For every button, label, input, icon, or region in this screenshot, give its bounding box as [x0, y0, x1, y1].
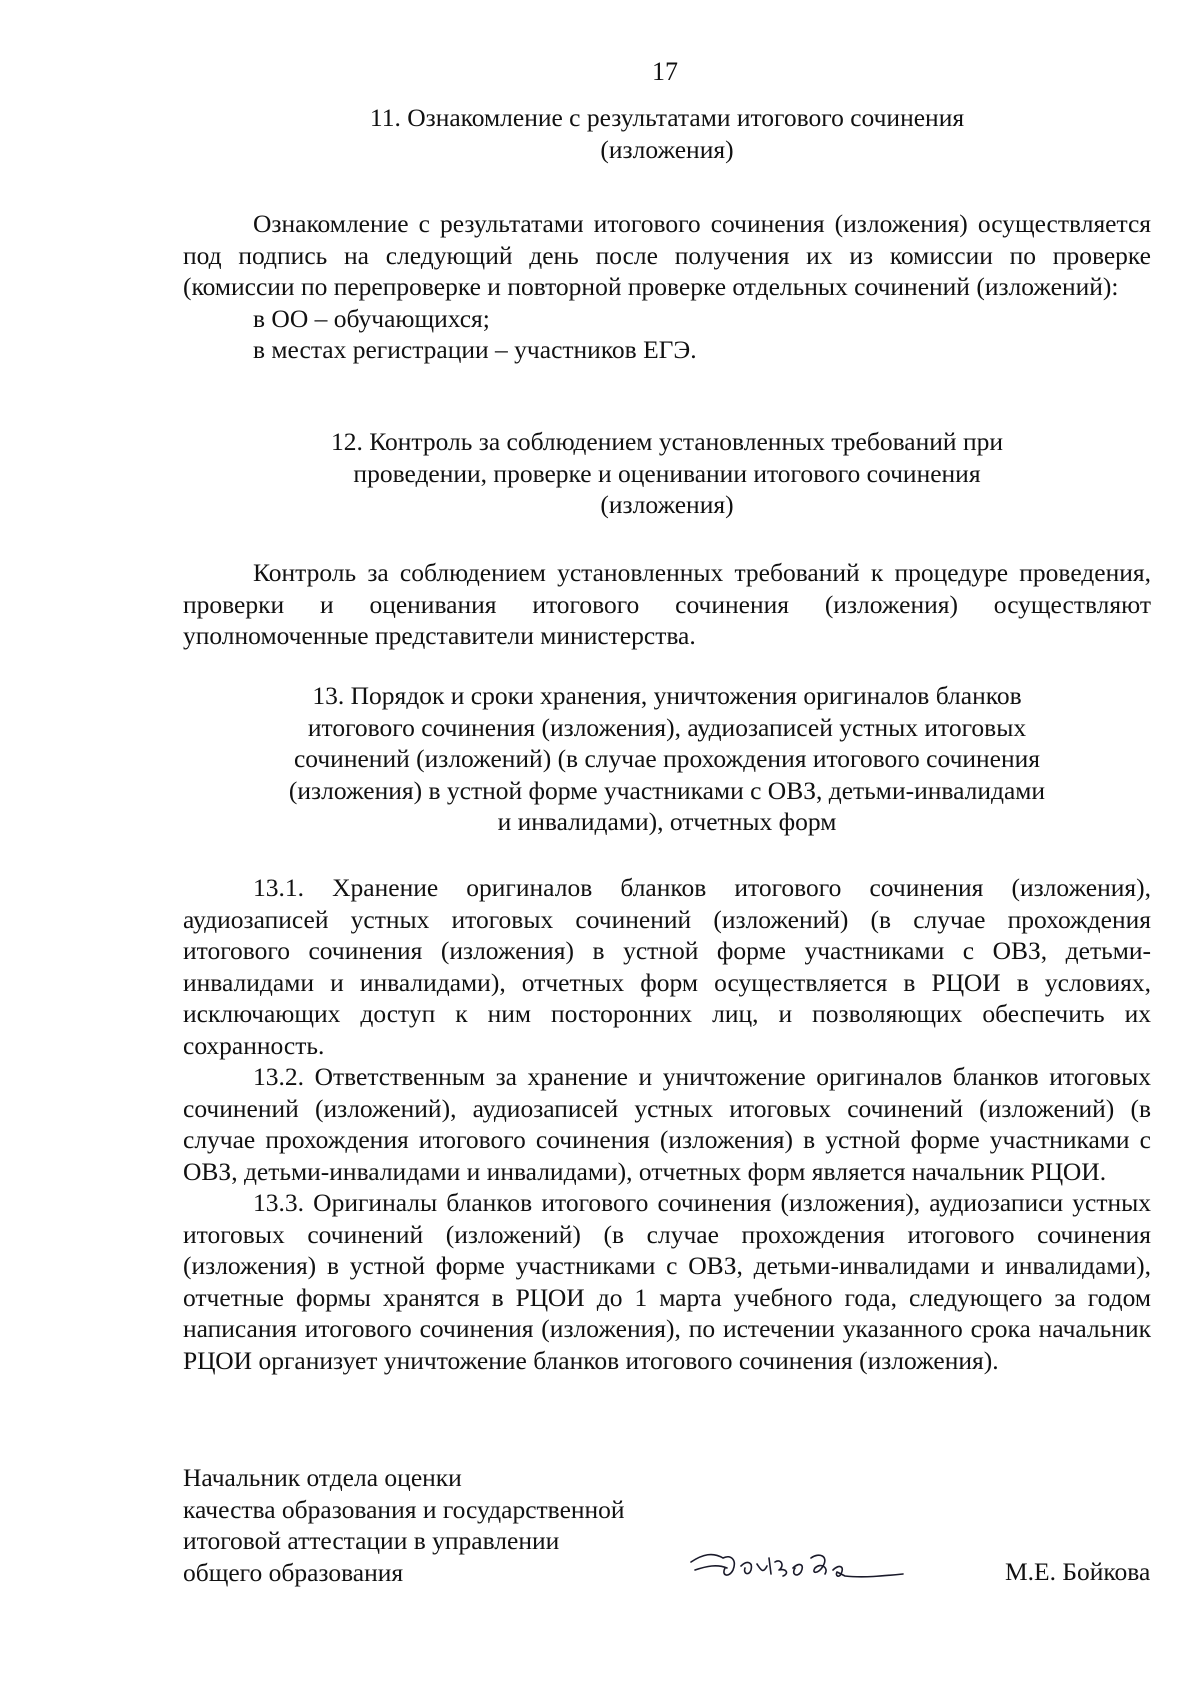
- list-item: в местах регистрации – участников ЕГЭ.: [253, 335, 697, 364]
- handwritten-signature: [683, 1540, 933, 1590]
- section-13: [183, 680, 1151, 838]
- heading-line: (изложения) в устной форме участниками с ОВЗ, детьми-инвалидами: [288, 775, 1046, 805]
- section-12-body: [183, 557, 1151, 652]
- section-12-title: [183, 426, 1151, 521]
- heading-line: 11. Ознакомление с результатами итогового сочинения: [369, 103, 965, 132]
- section-13-2-paragraph: 13.2. Ответственным за хранение и уничтожение оригиналов бланков итоговых сочинений (изложений), аудиозаписей устных итоговых сочинений (изложений) (в случае прохождения итогового сочинения (изложения) в устной форме участниками с ОВЗ, детьми-инвалидами и инвалидами), отчетных форм является начальник РЦОИ.: [183, 1062, 1151, 1186]
- section-13-title: [183, 680, 1151, 838]
- section-13-3-paragraph: 13.3. Оригиналы бланков итогового сочинения (изложения), аудиозаписи устных итоговых сочинений (изложений) (в случае прохождения итогового сочинения (изложения) в устной форме участниками с ОВЗ, детьми-инвалидами и инвалидами), отчетные формы хранятся в РЦОИ до 1 марта учебного года, следующего за годом написания итогового сочинения (изложения), по истечении указанного срока начальник РЦОИ организует уничтожение бланков итогового сочинения (изложения).: [183, 1188, 1151, 1375]
- heading-line: (изложения): [600, 490, 734, 519]
- section-11: [183, 102, 1151, 165]
- heading-line: и инвалидами), отчетных форм: [497, 807, 837, 836]
- section-13-1-paragraph: 13.1. Хранение оригиналов бланков итогового сочинения (изложения), аудиозаписей устных итоговых сочинений (изложений) (в случае прохождения итогового сочинения (изложения) в устной форме участниками с ОВЗ, детьми-инвалидами и инвалидами), отчетных форм осуществляется в РЦОИ в условиях, исключающих доступ к ним посторонних лиц, и позволяющих обеспечить их сохранность.: [183, 873, 1151, 1060]
- section-12-paragraph: Контроль за соблюдением установленных требований к процедуре проведения, проверки и оценивания итогового сочинения (изложения) осуществляют уполномоченные представители министерства.: [183, 558, 1151, 650]
- section-12: [183, 426, 1151, 521]
- list-item: в ОО – обучающихся;: [253, 303, 490, 333]
- position-line: итоговой аттестации в управлении: [183, 1526, 560, 1555]
- section-11-body: [183, 208, 1151, 366]
- section-13-body: [183, 872, 1151, 1376]
- signature-block: [183, 1462, 1183, 1588]
- heading-line: (изложения): [600, 134, 734, 164]
- position-line: общего образования: [183, 1557, 404, 1587]
- position-line: качества образования и государственной: [183, 1494, 625, 1524]
- heading-line: проведении, проверке и оценивании итогового сочинения: [353, 458, 981, 488]
- heading-line: 13. Порядок и сроки хранения, уничтожения оригиналов бланков: [312, 681, 1022, 710]
- heading-line: 12. Контроль за соблюдением установленных требований при: [331, 427, 1003, 456]
- heading-line: итогового сочинения (изложения), аудиозаписей устных итоговых: [307, 712, 1027, 742]
- section-11-title: [183, 102, 1151, 165]
- position-line: Начальник отдела оценки: [183, 1463, 462, 1492]
- heading-line: сочинений (изложений) (в случае прохождения итогового сочинения: [293, 744, 1041, 773]
- section-11-paragraph: Ознакомление с результатами итогового сочинения (изложения) осуществляется под подпись на следующий день после получения их из комиссии по проверке (комиссии по перепроверке и повторной проверке отдельных сочинений (изложений):: [183, 209, 1151, 301]
- signatory-name: М.Е. Бойкова: [1005, 1557, 1151, 1586]
- page-number: 17: [652, 57, 678, 86]
